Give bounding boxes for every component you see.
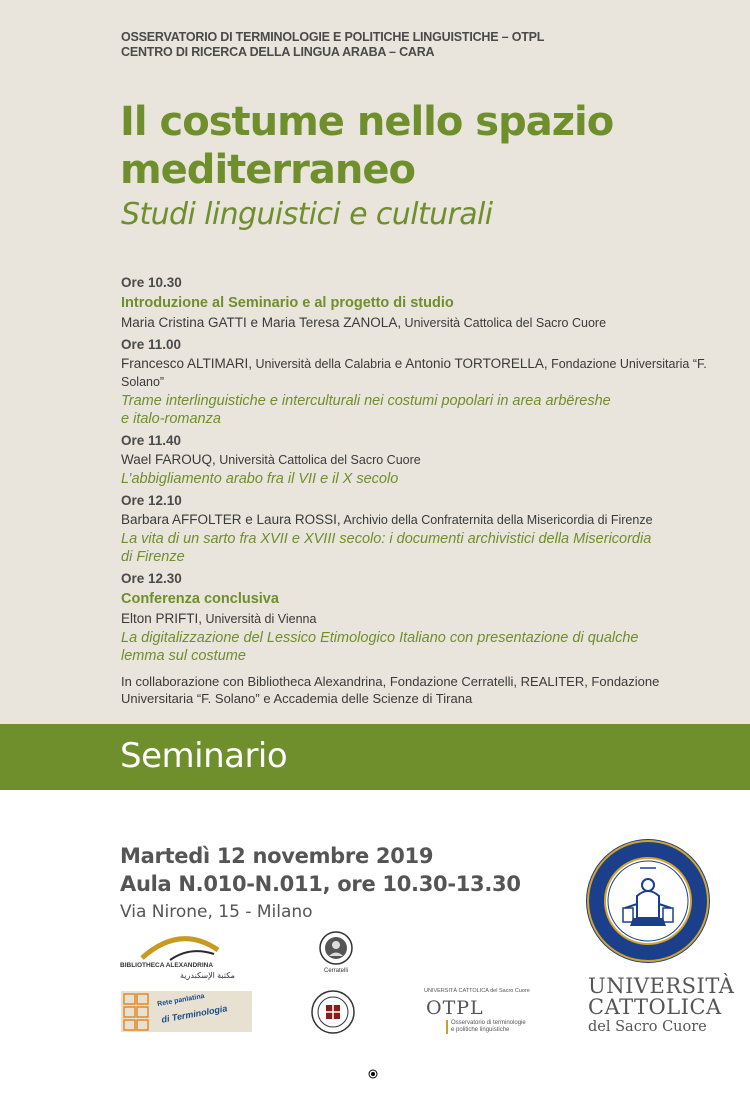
bibliotheca-alexandrina-logo — [120, 930, 240, 982]
university-line-2: CATTOLICA — [588, 995, 722, 1019]
university-line-1: UNIVERSITÀ — [588, 974, 735, 998]
title-line: Trame interlinguistiche e interculturali nei costumi popolari in area arbëreshe — [121, 393, 611, 409]
speaker-name: Elton PRIFTI, — [121, 611, 203, 626]
session-title — [121, 629, 721, 665]
otpl-sub-line: Osservatorio di terminologie — [451, 1020, 526, 1026]
session-heading: Conferenza conclusiva — [121, 591, 279, 607]
speaker-name: Francesco ALTIMARI, — [121, 356, 253, 371]
event-details — [120, 842, 521, 898]
event-address: Via Nirone, 15 - Milano — [120, 902, 313, 922]
title-line: e italo-romanza — [121, 411, 221, 427]
otpl-header: UNIVERSITÀ CATTOLICA del Sacro Cuore — [424, 988, 530, 994]
cerratelli-logo — [316, 930, 356, 978]
session-speaker — [121, 451, 721, 469]
collaboration-note — [121, 673, 721, 707]
cerratelli-crest-icon — [318, 930, 354, 966]
university-seal-icon — [585, 838, 711, 964]
program-list — [121, 274, 721, 707]
speaker-affiliation: Università Cattolica del Sacro Cuore — [215, 453, 421, 467]
realiter-line-1: Rete panlatina — [156, 992, 206, 1009]
realiter-logo — [121, 991, 252, 1032]
title-line: La digitalizzazione del Lessico Etimologico Italiano con presentazione di qualche — [121, 630, 639, 646]
cerratelli-name: Cerratelli — [323, 968, 348, 974]
session-speaker — [121, 511, 721, 529]
seminar-label: Seminario — [120, 736, 288, 776]
speaker-name: Barbara AFFOLTER e Laura ROSSI, — [121, 512, 341, 527]
session-speaker — [121, 610, 721, 628]
bibalex-name: BIBLIOTHECA ALEXANDRINA — [120, 962, 214, 969]
registration-mark-icon — [368, 1069, 378, 1079]
session-time: Ore 12.10 — [121, 493, 182, 508]
speaker-name: e Antonio TORTORELLA, — [391, 356, 548, 371]
page-title — [120, 98, 613, 194]
otpl-logo — [424, 988, 544, 1034]
otpl-sub-line: e politiche linguistiche — [451, 1027, 510, 1033]
session-title: Introduzione al Seminario e al progetto di studio — [121, 295, 454, 311]
session-title — [121, 530, 721, 566]
organizer-otpl: OSSERVATORIO DI TERMINOLOGIE E POLITICHE LINGUISTICHE – OTPL — [121, 30, 545, 44]
realiter-grid-icon — [123, 992, 153, 1032]
organizer-block — [121, 30, 544, 60]
speaker-name: Maria Cristina GATTI e Maria Teresa ZANOLA, — [121, 315, 402, 330]
title-line: di Firenze — [121, 549, 185, 565]
session-time: Ore 12.30 — [121, 571, 182, 586]
event-room-time: Aula N.010-N.011, ore 10.30-13.30 — [120, 872, 521, 896]
speaker-affiliation: Università di Vienna — [202, 612, 317, 626]
session-speaker — [121, 355, 721, 391]
title-line: lemma sul costume — [121, 648, 246, 664]
organizer-cara: CENTRO DI RICERCA DELLA LINGUA ARABA – CARA — [121, 45, 435, 59]
speaker-affiliation: Fondazione Universitaria “F. Solano” — [121, 357, 707, 389]
session-speaker — [121, 314, 721, 332]
event-date: Martedì 12 novembre 2019 — [120, 844, 434, 868]
session-title — [121, 392, 721, 428]
title-line-2: mediterraneo — [120, 147, 415, 193]
title-line-1: Il costume nello spazio — [120, 99, 614, 145]
speaker-affiliation: Università della Calabria — [252, 357, 391, 371]
realiter-line-2: di Terminologia — [160, 1003, 229, 1025]
bibalex-arabic: مكتبة الإسكندرية — [180, 971, 235, 980]
page-subtitle: Studi linguistici e culturali — [121, 197, 493, 232]
speaker-affiliation: Archivio della Confraternita della Misericordia di Firenze — [340, 513, 653, 527]
session-time: Ore 11.40 — [121, 433, 182, 448]
session-time: Ore 10.30 — [121, 275, 182, 290]
session-time: Ore 11.00 — [121, 337, 182, 352]
speaker-name: Wael FAROUQ, — [121, 452, 216, 467]
university-line-3: del Sacro Cuore — [588, 1019, 707, 1035]
speaker-affiliation: Università Cattolica del Sacro Cuore — [401, 316, 607, 330]
title-line: La vita di un sarto fra XVII e XVIII secolo: i documenti archivistici della Misericordia — [121, 531, 652, 547]
seminar-band — [0, 724, 750, 790]
university-logotype — [588, 976, 734, 1037]
bibalex-arc-icon — [140, 930, 220, 964]
session-title: L’abbigliamento arabo fra il VII e il X secolo — [121, 471, 399, 487]
otpl-subtitle — [446, 1020, 526, 1034]
otpl-name: OTPL — [426, 997, 484, 1019]
collab-line: In collaborazione con Bibliotheca Alexandrina, Fondazione Cerratelli, REALITER, Fondazione — [121, 674, 660, 689]
collab-line: Universitaria “F. Solano” e Accademia delle Scienze di Tirana — [121, 691, 473, 706]
solano-foundation-seal-icon — [311, 990, 355, 1034]
